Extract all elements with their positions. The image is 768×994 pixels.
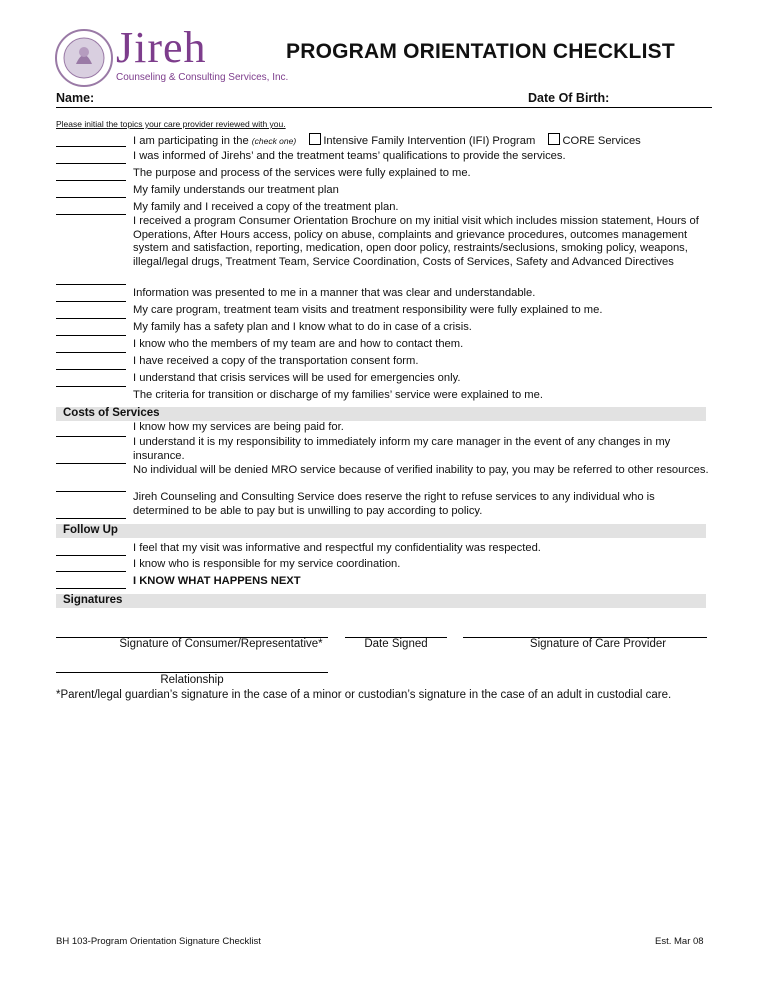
checklist-item: The purpose and process of the services were fully explained to me. <box>133 167 471 179</box>
checklist-item: I understand that crisis services will be used for emergencies only. <box>133 372 461 384</box>
checklist-item: I received a program Consumer Orientation Brochure on my initial visit which includes mission statement, Hours of Operations, After Hours access, policy on abuse, complaints and grievance procedures, outcomes management system and satisfaction, reporting, medication, open door policy, restraints/seclusions, smoking policy, weapons, illegal/legal drugs, Treatment Team, Service Coordination, Costs of Services, Safety and Advanced Directives <box>133 215 699 268</box>
logo-subtitle: Counseling & Consulting Services, Inc. <box>116 72 289 83</box>
footer-form-id: BH 103-Program Orientation Signature Checklist <box>56 936 261 947</box>
date-signed-label: Date Signed <box>364 638 428 650</box>
name-dob-line[interactable] <box>56 90 712 108</box>
relationship-label: Relationship <box>160 674 224 686</box>
initial-blank[interactable] <box>56 369 126 370</box>
costs-item: No individual will be denied MRO service because of verified inability to pay, you may be referred to other resources. <box>133 464 709 476</box>
costs-item: I understand it is my responsibility to immediately inform my care manager in the event of any changes in my insurance. <box>133 436 671 462</box>
logo-name: Jireh <box>116 23 207 72</box>
initial-blank[interactable] <box>56 386 126 387</box>
initial-blank[interactable] <box>56 436 126 437</box>
provider-signature-label: Signature of Care Provider <box>529 638 667 650</box>
checklist-item: My care program, treatment team visits and treatment responsibility were fully explained to me. <box>133 304 603 316</box>
dob-label: Date Of Birth: <box>528 91 610 105</box>
costs-item: I know how my services are being paid for. <box>133 421 344 433</box>
checkbox-core[interactable] <box>548 133 560 145</box>
initial-blank[interactable] <box>56 180 126 181</box>
signatures-heading: Signatures <box>56 594 706 608</box>
checklist-item: My family and I received a copy of the treatment plan. <box>133 201 399 213</box>
initial-blank[interactable] <box>56 588 126 589</box>
followup-heading: Follow Up <box>56 524 706 538</box>
footer-date: Est. Mar 08 <box>655 936 704 947</box>
signature-footnote: *Parent/legal guardian’s signature in the case of a minor or custodian’s signature in the case of an adult in custodial care. <box>56 689 672 701</box>
instructions: Please initial the topics your care provider reviewed with you. <box>56 119 286 129</box>
initial-blank[interactable] <box>56 197 126 198</box>
initial-blank[interactable] <box>56 491 126 492</box>
page-title: PROGRAM ORIENTATION CHECKLIST <box>286 40 675 63</box>
initial-blank[interactable] <box>56 518 126 519</box>
initial-blank[interactable] <box>56 352 126 353</box>
costs-item: Jireh Counseling and Consulting Service does reserve the right to refuse services to any individual who is determined to be able to pay but is unwilling to pay according to policy. <box>133 491 655 517</box>
checklist-item: I have received a copy of the transportation consent form. <box>133 355 419 367</box>
seal-icon <box>54 28 114 88</box>
initial-blank[interactable] <box>56 146 126 147</box>
followup-item: I know who is responsible for my service coordination. <box>133 558 401 570</box>
checklist-item: I am participating in the (check one) Intensive Family Intervention (IFI) Program CORE Services <box>133 135 641 147</box>
checklist-item: My family understands our treatment plan <box>133 184 339 196</box>
initial-blank[interactable] <box>56 163 126 164</box>
initial-blank[interactable] <box>56 214 126 215</box>
relationship-line[interactable] <box>56 672 328 673</box>
initial-blank[interactable] <box>56 463 126 464</box>
initial-blank[interactable] <box>56 284 126 285</box>
initial-blank[interactable] <box>56 555 126 556</box>
checklist-item: The criteria for transition or discharge of my families’ service were explained to me. <box>133 389 543 401</box>
initial-blank[interactable] <box>56 318 126 319</box>
check-one-note: (check one) <box>251 136 297 146</box>
option-core: CORE Services <box>562 135 641 147</box>
consumer-signature-label: Signature of Consumer/Representative* <box>119 638 323 650</box>
costs-heading: Costs of Services <box>56 407 706 421</box>
checklist-item: Information was presented to me in a manner that was clear and understandable. <box>133 287 536 299</box>
followup-item: I feel that my visit was informative and respectful my confidentiality was respected. <box>133 542 541 554</box>
followup-item: I KNOW WHAT HAPPENS NEXT <box>133 575 301 587</box>
checklist-item: I know who the members of my team are and how to contact them. <box>133 338 464 350</box>
checklist-item: I was informed of Jirehs’ and the treatment teams’ qualifications to provide the services. <box>133 150 566 162</box>
name-label: Name: <box>56 91 95 105</box>
initial-blank[interactable] <box>56 301 126 302</box>
checkbox-ifi[interactable] <box>309 133 321 145</box>
checklist-item: My family has a safety plan and I know what to do in case of a crisis. <box>133 321 472 333</box>
option-ifi: Intensive Family Intervention (IFI) Program <box>323 135 536 147</box>
initial-blank[interactable] <box>56 571 126 572</box>
initial-blank[interactable] <box>56 335 126 336</box>
company-logo <box>54 23 289 90</box>
